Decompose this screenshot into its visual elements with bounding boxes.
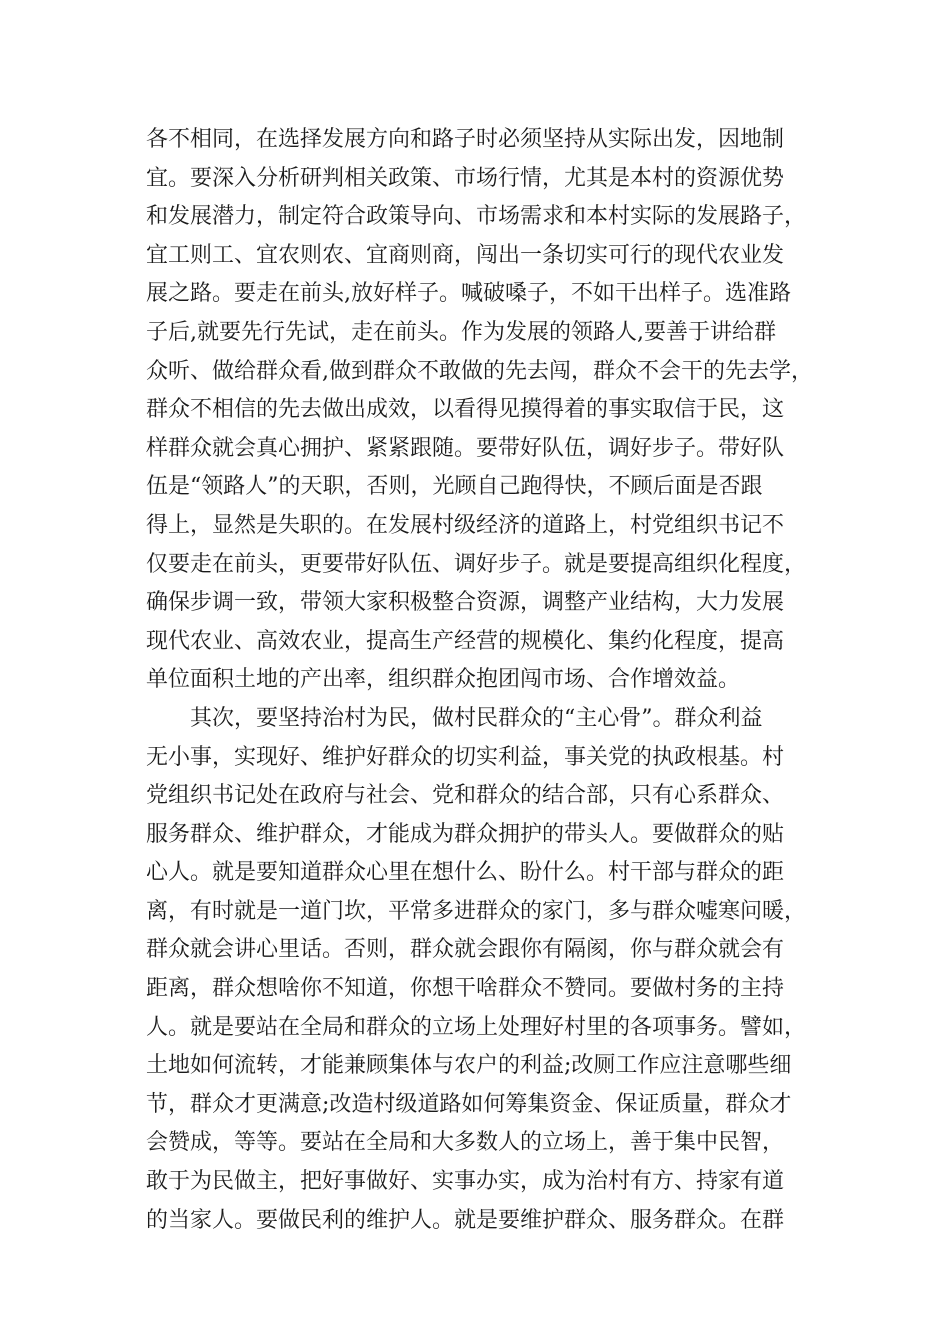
paragraph-first-line: 其次，要坚持治村为民，做村民群众的“主心骨”。群众利益 [190,705,763,731]
text-line: 党组织书记处在政府与社会、党和群众的结合部，只有心系群众、 [146,783,785,809]
text-line: 样群众就会真心拥护、紧紧跟随。要带好队伍，调好步子。带好队 [146,435,785,461]
text-line: 伍是“领路人”的天职，否则，光顾自己跑得快，不顾后面是否跟 [146,474,763,500]
body-text [146,121,816,1240]
text-line: 和发展潜力，制定符合政策导向、市场需求和本村实际的发展路子， [146,204,807,230]
text-line: 敢于为民做主，把好事做好、实事办实，成为治村有方、持家有道 [146,1169,785,1195]
text-line: 服务群众、维护群众，才能成为群众拥护的带头人。要做群众的贴 [146,821,785,847]
text-line: 无小事，实现好、维护好群众的切实利益，事关党的执政根基。村 [146,744,785,770]
text-line: 宜。要深入分析研判相关政策、市场行情，尤其是本村的资源优势 [146,165,785,191]
text-line: 节，群众才更满意;改造村级道路如何筹集资金、保证质量，群众才 [146,1091,792,1117]
text-line: 单位面积土地的产出率，组织群众抱团闯市场、合作增效益。 [146,667,741,693]
text-line: 心人。就是要知道群众心里在想什么、盼什么。村干部与群众的距 [146,860,785,886]
text-line: 宜工则工、宜农则农、宜商则商，闯出一条切实可行的现代农业发 [146,242,785,268]
text-line: 得上，显然是失职的。在发展村级经济的道路上，村党组织书记不 [146,512,785,538]
text-line: 土地如何流转，才能兼顾集体与农户的利益;改厕工作应注意哪些细 [146,1053,792,1079]
text-line: 仅要走在前头，更要带好队伍、调好步子。就是要提高组织化程度， [146,551,807,577]
text-line: 众听、做给群众看,做到群众不敢做的先去闯，群众不会干的先去学， [146,358,813,384]
text-line: 会赞成，等等。要站在全局和大多数人的立场上，善于集中民智， [146,1130,785,1156]
text-line: 群众就会讲心里话。否则，群众就会跟你有隔阂，你与群众就会有 [146,937,785,963]
text-line: 的当家人。要做民利的维护人。就是要维护群众、服务群众。在群 [146,1207,785,1233]
text-line: 人。就是要站在全局和群众的立场上处理好村里的各项事务。譬如， [146,1014,807,1040]
text-line: 子后,就要先行先试，走在前头。作为发展的领路人,要善于讲给群 [146,319,776,345]
text-line: 距离，群众想啥你不知道，你想干啥群众不赞同。要做村务的主持 [146,976,785,1002]
text-line: 展之路。要走在前头,放好样子。喊破嗓子，不如干出样子。选准路 [146,281,791,307]
text-line: 离，有时就是一道门坎，平常多进群众的家门，多与群众嘘寒问暖， [146,898,807,924]
text-line: 群众不相信的先去做出成效，以看得见摸得着的事实取信于民，这 [146,397,785,423]
text-line: 各不相同，在选择发展方向和路子时必须坚持从实际出发，因地制 [146,127,785,152]
text-line: 现代农业、高效农业，提高生产经营的规模化、集约化程度，提高 [146,628,785,654]
text-line: 确保步调一致，带领大家积极整合资源，调整产业结构，大力发展 [146,590,785,616]
